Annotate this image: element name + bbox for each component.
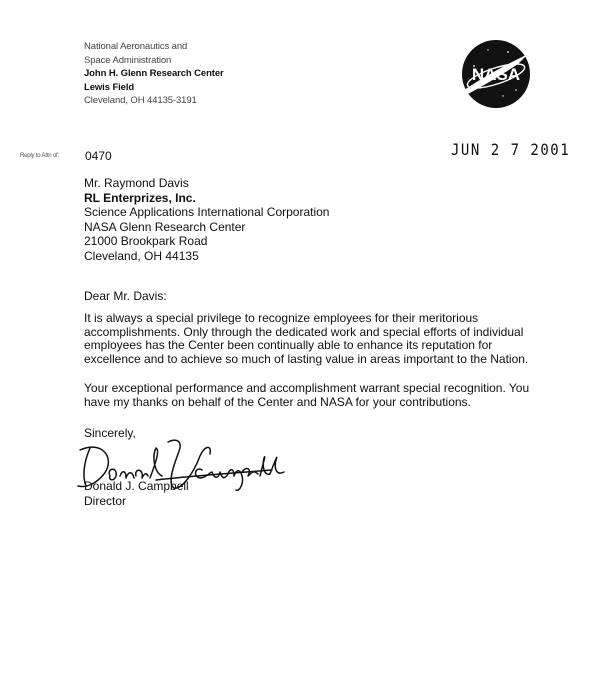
body-paragraph-1 [84, 312, 528, 366]
reply-code: 0470 [85, 149, 112, 163]
signer-block [84, 479, 189, 508]
logo-text: NASA [471, 65, 521, 84]
recipient-company: RL Enterprizes, Inc. [84, 190, 196, 205]
agency-name-line1: National Aeronautics and [84, 41, 188, 52]
paragraph-line: It is always a special privilege to recognize employees for their meritorious [84, 311, 479, 325]
paragraph-line: have my thanks on behalf of the Center and NASA for your contributions. [84, 394, 471, 409]
recipient-city: Cleveland, OH 44135 [84, 248, 199, 263]
recipient-street: 21000 Brookpark Road [84, 234, 208, 248]
body-paragraph-2 [84, 382, 529, 409]
center-name: John H. Glenn Research Center [84, 68, 224, 79]
recipient-address [84, 176, 329, 263]
date-stamp: JUN 2 7 2001 [451, 141, 571, 160]
reply-to-label: Reply to Attn of: [20, 153, 59, 159]
letterhead [84, 40, 224, 108]
agency-name-line2: Space Administration [84, 54, 172, 66]
salutation: Dear Mr. Davis: [84, 289, 167, 303]
nasa-meatball-logo-icon [458, 36, 534, 112]
letterhead-city: Cleveland, OH 44135-3191 [84, 95, 197, 106]
recipient-site: NASA Glenn Research Center [84, 219, 246, 234]
paragraph-line: accomplishments. Only through the dedicated work and special efforts of individual [84, 324, 524, 339]
paragraph-line: Your exceptional performance and accomplishment warrant special recognition. You [84, 381, 530, 395]
recipient-org: Science Applications International Corporation [84, 205, 330, 219]
signer-name: Donald J. Campbell [84, 479, 189, 493]
paragraph-line: excellence and to achieve so much of lasting value in areas important to the Nation. [84, 351, 529, 366]
paragraph-line: employees has the Center been continually able to enhance its reputation for [84, 338, 493, 352]
signer-title: Director [84, 493, 127, 508]
closing: Sincerely, [84, 426, 136, 440]
recipient-name: Mr. Raymond Davis [84, 176, 189, 190]
field-name: Lewis Field [84, 81, 135, 93]
